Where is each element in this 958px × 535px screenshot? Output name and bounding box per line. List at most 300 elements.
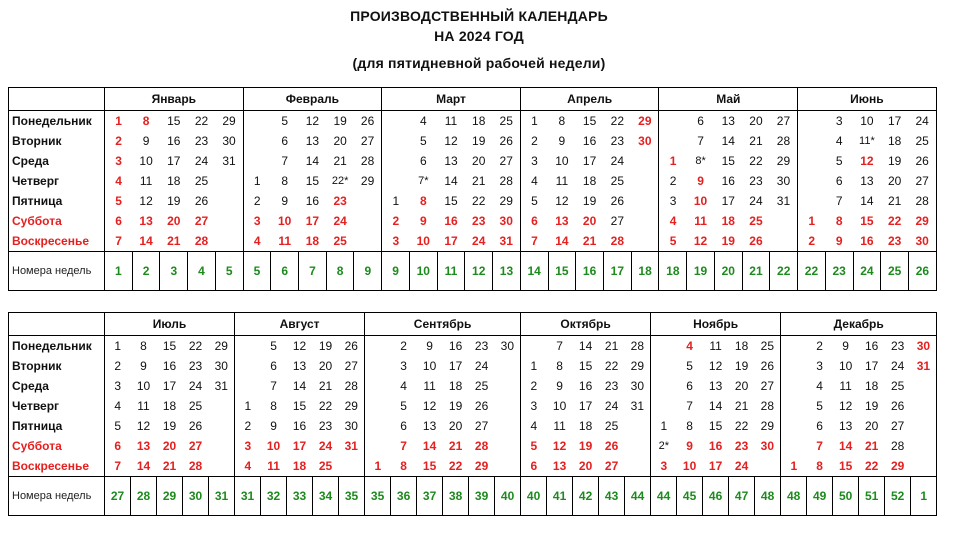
day-cell	[495, 416, 521, 436]
day-cell: 17	[162, 379, 177, 393]
day-cell: 23	[604, 379, 619, 393]
day-cell	[911, 456, 937, 477]
day-cell: 13	[860, 174, 874, 188]
day-cell	[770, 211, 798, 231]
day-cell: 27	[194, 214, 209, 228]
day-cell: 18	[448, 379, 463, 393]
day-cell: 21	[318, 379, 333, 393]
day-cell: 31	[222, 154, 236, 168]
day-cell: 27	[499, 154, 513, 168]
day-cell: 18	[887, 134, 902, 148]
day-cell: 19	[167, 194, 181, 208]
week-number: 6	[271, 252, 299, 291]
day-cell: 13	[139, 214, 153, 228]
day-cell: 7	[281, 154, 289, 168]
calendar-year: НА 2024 ГОД	[434, 28, 524, 44]
week-number: 26	[908, 252, 936, 291]
day-cell: 17	[167, 154, 181, 168]
day-cell: 9	[686, 439, 693, 453]
weekday-label: Суббота	[12, 214, 62, 228]
day-cell: 8	[835, 214, 843, 228]
day-cell	[382, 131, 410, 151]
day-cell: 27	[915, 174, 929, 188]
day-cell	[798, 151, 826, 171]
day-cell	[781, 356, 807, 376]
day-cell: 29	[915, 214, 929, 228]
day-cell	[382, 111, 410, 132]
calendar-title: ПРОИЗВОДСТВЕННЫЙ КАЛЕНДАРЬ	[350, 8, 608, 24]
day-cell: 7	[835, 194, 843, 208]
day-cell: 31	[630, 399, 645, 413]
day-cell: 1	[105, 336, 131, 357]
week-number: 49	[807, 477, 833, 516]
day-cell: 4	[521, 416, 547, 436]
day-cell	[755, 456, 781, 477]
day-cell: 13	[136, 439, 151, 453]
day-cell: 1	[235, 396, 261, 416]
day-cell: 2	[243, 191, 271, 211]
day-cell: 21	[887, 194, 902, 208]
day-cell: 3	[235, 436, 261, 456]
day-cell	[781, 376, 807, 396]
week-number: 11	[437, 252, 465, 291]
day-cell: 9	[426, 339, 433, 353]
day-cell	[365, 376, 391, 396]
day-cell: 17	[887, 114, 902, 128]
day-cell: 19	[162, 419, 177, 433]
day-cell: 16	[582, 134, 597, 148]
day-cell: 3	[651, 456, 677, 477]
day-cell: 17	[444, 234, 458, 248]
day-cell	[798, 171, 826, 191]
day-cell: 12	[838, 399, 853, 413]
weekday-row	[9, 111, 937, 132]
day-cell	[495, 376, 521, 396]
day-cell: 24	[472, 234, 486, 248]
day-cell: 31	[776, 194, 791, 208]
day-cell: 11	[267, 459, 280, 473]
day-cell	[631, 231, 659, 252]
day-cell: 24	[749, 194, 763, 208]
day-cell: 14	[139, 234, 153, 248]
day-cell: 6	[270, 359, 277, 373]
day-cell: 25	[333, 234, 347, 248]
day-cell: 9	[419, 214, 427, 228]
day-cell: 27	[188, 439, 203, 453]
day-cell: 30	[630, 379, 645, 393]
day-cell: 15	[708, 419, 723, 433]
header-corner-cell	[9, 313, 105, 336]
weekday-row	[9, 416, 937, 436]
day-cell	[382, 171, 410, 191]
day-cell: 24	[333, 214, 347, 228]
day-cell: 13	[721, 114, 735, 128]
day-cell: 2	[659, 171, 687, 191]
day-cell: 28	[194, 234, 209, 248]
weekday-label: Понедельник	[12, 114, 92, 128]
day-cell	[631, 191, 659, 211]
week-number: 5	[243, 252, 271, 291]
weekday-label: Четверг	[12, 399, 60, 413]
week-number: 39	[469, 477, 495, 516]
day-cell: 14	[444, 174, 458, 188]
day-cell: 13	[292, 359, 307, 373]
day-cell: 6	[697, 114, 704, 128]
weekday-row	[9, 151, 937, 171]
week-number: 21	[742, 252, 770, 291]
day-cell: 13	[708, 379, 723, 393]
day-cell: 28	[915, 194, 929, 208]
day-cell: 13	[552, 459, 567, 473]
day-cell: 7*	[418, 175, 429, 187]
day-cell: 28	[474, 439, 489, 453]
day-cell	[798, 111, 826, 132]
day-cell: 19	[318, 339, 333, 353]
day-cell: 2	[400, 339, 407, 353]
day-cell	[631, 211, 659, 231]
day-cell: 15	[721, 154, 735, 168]
day-cell	[365, 436, 391, 456]
day-cell: 5	[659, 231, 687, 252]
day-cell	[495, 456, 521, 477]
day-cell: 15	[422, 459, 437, 473]
weekday-row	[9, 191, 937, 211]
day-cell: 2	[521, 376, 547, 396]
day-cell: 7	[816, 439, 823, 453]
day-cell: 11	[139, 174, 153, 188]
week-number: 22	[770, 252, 798, 291]
day-cell: 11	[694, 214, 707, 228]
day-cell	[235, 336, 261, 357]
day-cell	[215, 211, 243, 231]
month-name: Июнь	[798, 88, 937, 111]
day-cell: 4	[400, 379, 407, 393]
day-cell	[209, 416, 235, 436]
weekday-label: Пятница	[12, 194, 63, 208]
day-cell: 8	[270, 399, 277, 413]
month-name: Август	[235, 313, 365, 336]
week-numbers-label: Номера недель	[9, 252, 105, 291]
day-cell: 14	[422, 439, 437, 453]
day-cell: 7	[105, 231, 133, 252]
month-name: Май	[659, 88, 798, 111]
week-number: 44	[651, 477, 677, 516]
week-number: 35	[365, 477, 391, 516]
day-cell: 22	[188, 339, 203, 353]
day-cell: 27	[776, 114, 791, 128]
day-cell	[495, 356, 521, 376]
day-cell: 31	[916, 359, 931, 373]
day-cell: 15	[578, 359, 593, 373]
day-cell: 8	[686, 419, 693, 433]
day-cell: 18	[864, 379, 879, 393]
weekday-label: Вторник	[12, 359, 62, 373]
day-cell	[209, 436, 235, 456]
day-cell: 24	[474, 359, 489, 373]
day-cell: 27	[474, 419, 489, 433]
day-cell: 28	[499, 174, 513, 188]
day-cell: 3	[816, 359, 823, 373]
week-number: 45	[677, 477, 703, 516]
weekday-row	[9, 131, 937, 151]
day-cell: 26	[610, 194, 624, 208]
day-cell: 2	[520, 131, 548, 151]
day-cell: 5	[816, 399, 823, 413]
day-cell: 20	[578, 459, 593, 473]
day-cell: 22	[194, 114, 209, 128]
day-cell: 7	[105, 456, 131, 477]
day-cell: 22	[604, 359, 619, 373]
day-cell: 21	[472, 174, 486, 188]
day-cell: 18	[292, 459, 307, 473]
week-number: 31	[209, 477, 235, 516]
day-cell: 16	[162, 359, 177, 373]
day-cell	[781, 416, 807, 436]
day-cell: 17	[721, 194, 735, 208]
week-number: 19	[687, 252, 715, 291]
day-cell: 23	[188, 359, 203, 373]
day-cell: 24	[734, 459, 749, 473]
day-cell: 28	[360, 154, 375, 168]
week-number: 40	[521, 477, 547, 516]
calendar-first-half	[8, 87, 937, 291]
day-cell: 16	[292, 419, 307, 433]
day-cell: 10	[139, 154, 153, 168]
day-cell: 10	[860, 114, 874, 128]
day-cell: 13	[838, 419, 853, 433]
month-name: Январь	[105, 88, 244, 111]
day-cell	[215, 191, 243, 211]
day-cell: 7	[400, 439, 407, 453]
day-cell: 4	[235, 456, 261, 477]
day-cell: 6	[400, 419, 407, 433]
week-number: 9	[354, 252, 382, 291]
day-cell	[354, 231, 382, 252]
week-number: 35	[339, 477, 365, 516]
day-cell: 15	[444, 194, 458, 208]
day-cell	[365, 356, 391, 376]
day-cell: 2	[105, 356, 131, 376]
day-cell: 26	[749, 234, 763, 248]
day-cell: 7	[270, 379, 277, 393]
day-cell	[243, 111, 271, 132]
day-cell: 9	[558, 134, 566, 148]
weekday-row	[9, 376, 937, 396]
day-cell: 19	[578, 439, 593, 453]
day-cell	[354, 211, 382, 231]
day-cell: 20	[162, 439, 177, 453]
week-number: 16	[576, 252, 604, 291]
month-name: Июль	[105, 313, 235, 336]
day-cell: 13	[555, 214, 569, 228]
day-cell: 27	[610, 214, 624, 228]
day-cell: 30	[499, 214, 513, 228]
day-cell: 12	[708, 359, 723, 373]
week-number: 1	[911, 477, 937, 516]
day-cell: 16	[721, 174, 735, 188]
day-cell: 10	[278, 214, 292, 228]
day-cell: 4	[686, 339, 693, 353]
week-number: 48	[781, 477, 807, 516]
day-cell: 12	[305, 114, 320, 128]
day-cell: 3	[105, 151, 133, 171]
day-cell: 31	[214, 379, 228, 393]
day-cell: 8	[558, 114, 566, 128]
day-cell: 19	[734, 359, 749, 373]
day-cell: 30	[344, 419, 358, 433]
day-cell: 13	[305, 134, 320, 148]
day-cell: 5	[105, 191, 133, 211]
week-number: 31	[235, 477, 261, 516]
day-cell: 7	[520, 231, 548, 252]
day-cell: 18	[578, 419, 593, 433]
day-cell: 25	[890, 379, 905, 393]
day-cell: 29	[474, 459, 489, 473]
day-cell: 27	[360, 134, 375, 148]
day-cell: 29	[499, 194, 513, 208]
day-cell: 2	[798, 231, 826, 252]
day-cell: 15	[305, 174, 320, 188]
day-cell: 23	[318, 419, 333, 433]
day-cell: 1	[651, 416, 677, 436]
day-cell: 2	[382, 211, 410, 231]
day-cell: 8*	[695, 155, 706, 167]
weekday-row	[9, 356, 937, 376]
day-cell: 20	[864, 419, 879, 433]
month-name: Февраль	[243, 88, 382, 111]
day-cell: 15	[292, 399, 307, 413]
day-cell	[911, 416, 937, 436]
day-cell	[365, 396, 391, 416]
day-cell	[781, 436, 807, 456]
day-cell: 28	[610, 234, 624, 248]
weekday-row	[9, 396, 937, 416]
day-cell: 26	[360, 114, 375, 128]
day-cell: 30	[222, 134, 236, 148]
day-cell: 1	[365, 456, 391, 477]
day-cell: 17	[292, 439, 307, 453]
day-cell: 8	[816, 459, 823, 473]
day-cell	[625, 456, 651, 477]
day-cell: 16	[448, 339, 463, 353]
day-cell: 23	[749, 174, 763, 188]
day-cell: 24	[604, 399, 619, 413]
day-cell: 28	[344, 379, 358, 393]
weekday-label: Воскресенье	[12, 234, 90, 248]
day-cell: 26	[194, 194, 209, 208]
day-cell: 11	[839, 379, 852, 393]
day-cell: 5	[400, 399, 407, 413]
day-cell: 1	[798, 211, 826, 231]
week-number: 13	[493, 252, 521, 291]
day-cell: 28	[630, 339, 645, 353]
day-cell: 1	[659, 151, 687, 171]
week-number: 20	[714, 252, 742, 291]
day-cell	[495, 436, 521, 456]
week-number: 5	[215, 252, 243, 291]
day-cell: 10	[136, 379, 151, 393]
day-cell: 25	[915, 134, 929, 148]
day-cell: 10	[422, 359, 437, 373]
day-cell: 21	[749, 134, 763, 148]
week-number: 52	[885, 477, 911, 516]
day-cell: 31	[499, 234, 513, 248]
day-cell: 11	[423, 379, 436, 393]
day-cell: 10	[416, 234, 430, 248]
day-cell: 4	[659, 211, 687, 231]
day-cell: 22	[448, 459, 463, 473]
day-cell: 21	[333, 154, 347, 168]
weekday-row	[9, 171, 937, 191]
day-cell: 22	[734, 419, 749, 433]
day-cell: 10	[838, 359, 853, 373]
day-cell: 20	[749, 114, 763, 128]
day-cell: 14	[838, 439, 853, 453]
week-number: 17	[603, 252, 631, 291]
day-cell: 15	[582, 114, 597, 128]
day-cell: 6	[281, 134, 289, 148]
day-cell: 16	[578, 379, 593, 393]
day-cell: 17	[305, 214, 320, 228]
week-number: 24	[853, 252, 881, 291]
calendar-subtitle: (для пятидневной рабочей недели)	[352, 55, 606, 71]
day-cell	[625, 416, 651, 436]
day-cell: 27	[890, 419, 905, 433]
day-cell: 20	[734, 379, 749, 393]
day-cell: 25	[760, 339, 775, 353]
week-number: 12	[465, 252, 493, 291]
day-cell: 9	[140, 359, 147, 373]
day-cell: 5	[419, 134, 427, 148]
week-number: 25	[881, 252, 909, 291]
day-cell: 12	[693, 234, 708, 248]
week-number: 36	[391, 477, 417, 516]
day-cell	[651, 336, 677, 357]
day-cell: 27	[604, 459, 619, 473]
day-cell: 18	[734, 339, 749, 353]
week-number: 30	[183, 477, 209, 516]
day-cell	[651, 396, 677, 416]
day-cell	[365, 336, 391, 357]
day-cell: 5	[520, 191, 548, 211]
day-cell: 26	[890, 399, 905, 413]
day-cell	[798, 131, 826, 151]
day-cell: 22	[887, 214, 902, 228]
day-cell: 20	[582, 214, 597, 228]
day-cell: 2	[816, 339, 823, 353]
day-cell	[781, 396, 807, 416]
weekday-label: Среда	[12, 154, 49, 168]
day-cell: 16	[864, 339, 879, 353]
day-cell: 30	[760, 439, 775, 453]
day-cell: 23	[734, 439, 749, 453]
day-cell	[209, 396, 235, 416]
day-cell: 14	[578, 339, 593, 353]
day-cell: 29	[890, 459, 905, 473]
day-cell: 13	[444, 154, 458, 168]
day-cell: 19	[472, 134, 486, 148]
day-cell: 7	[686, 399, 693, 413]
day-cell	[625, 436, 651, 456]
day-cell	[215, 171, 243, 191]
header-corner-cell	[9, 88, 105, 111]
day-cell: 9	[842, 339, 849, 353]
day-cell: 11	[553, 419, 566, 433]
day-cell	[781, 336, 807, 357]
day-cell: 29	[360, 174, 375, 188]
day-cell	[209, 456, 235, 477]
day-cell: 12	[860, 154, 874, 168]
